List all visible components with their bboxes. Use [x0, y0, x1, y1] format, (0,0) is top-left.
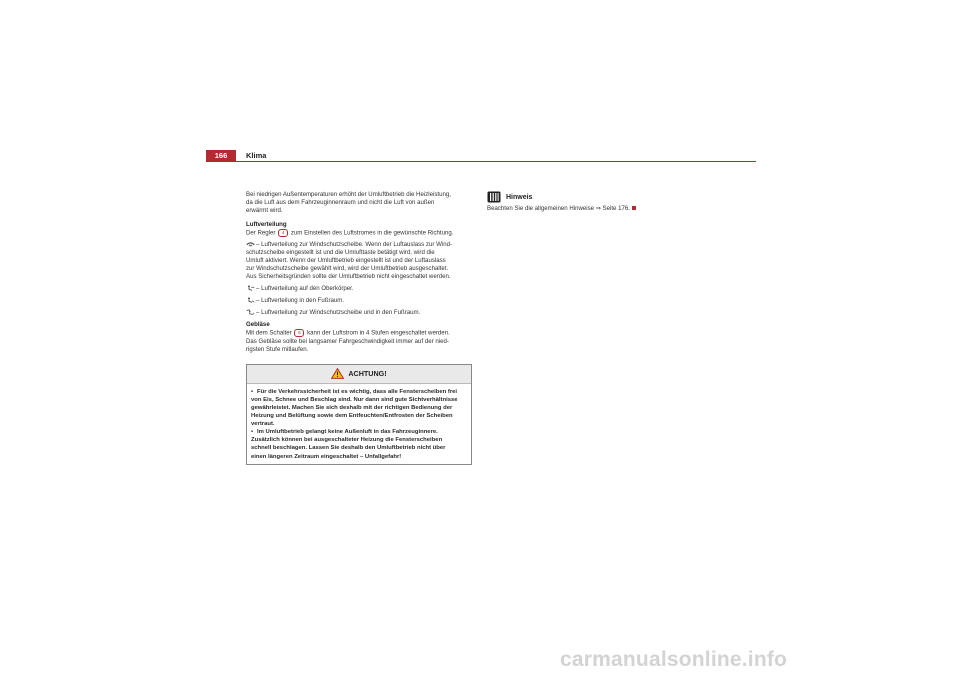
geblaese-line: Mit dem Schalter 5 kann der Luftstrom in 4 Stufen eingeschaltet werden.: [246, 329, 450, 337]
intro-line: erwärmt wird.: [246, 207, 283, 215]
warning-title: ACHTUNG!: [348, 369, 387, 379]
windshield-desc-line: schutzscheibe eingestellt ist und die Umlufttaste betätigt wird, wird die: [246, 249, 435, 257]
bullet-icon: •: [251, 388, 254, 395]
footwell-vent-icon: [246, 297, 255, 303]
intro-line: Bei niedrigen Außentemperaturen erhöht der Umluftbetrieb die Heizleistung,: [246, 191, 451, 198]
warning-bullet-2: • Im Umluftbetrieb gelangt keine Außenluft in das Fahrzeuginnere.: [251, 429, 438, 436]
windshield-desc-line: zur Windschutzscheibe gewählt wird, wird der Umluftbetrieb ausgeschaltet.: [246, 265, 449, 273]
chapter-title: Klima: [246, 151, 267, 160]
hint-header: [487, 191, 717, 203]
page-reference-link[interactable]: Beachten Sie die allgemeinen Hinweise ⇒ Seite 176.: [487, 205, 630, 212]
page-number: 166: [206, 150, 236, 162]
geblaese-line: Das Gebläse sollte bei langsamer Fahrgeschwindigkeit immer auf der nied-: [246, 337, 449, 345]
upper-body-desc: – Luftverteilung auf den Oberkörper.: [246, 285, 472, 293]
windshield-desc-line: Aus Sicherheitsgründen sollte der Umluftbetrieb nicht eingeschaltet werden.: [246, 273, 451, 281]
regler-line: Der Regler 4 zum Einstellen des Luftstromes in die gewünschte Richtung.: [246, 229, 454, 237]
warning-header: [247, 365, 471, 384]
windshield-desc-line: Umluft aktiviert. Wenn der Umluftbetrieb eingestellt ist und der Luftauslass: [246, 257, 446, 265]
warning-line: gewährleistet. Machen Sie sich deshalb mit der richtigen Bedienung der: [251, 405, 453, 411]
hint-title: Hinweis: [506, 193, 533, 201]
left-column: [246, 191, 472, 465]
bullet-icon: •: [251, 429, 254, 436]
footwell-desc: – Luftverteilung in den Fußraum.: [246, 297, 472, 305]
watermark: carmanualsonline.info: [560, 648, 788, 671]
hint-text: [487, 205, 717, 213]
upper-body-vent-icon: [246, 285, 255, 291]
header-rule: [206, 161, 756, 162]
right-column: [487, 191, 717, 213]
warning-triangle-icon: [331, 368, 344, 379]
warning-line: Zusätzlich können bei ausgeschalteter Heizung die Fensterscheiben: [251, 437, 443, 444]
windshield-foot-desc: – Luftverteilung zur Windschutzscheibe und in den Fußraum.: [246, 309, 472, 317]
windshield-foot-vent-icon: [246, 309, 255, 315]
warning-line: Heizung und Belüftung sowie dem Entfeuchten/Entfrosten der Scheiben: [251, 413, 453, 420]
end-of-section-icon: [632, 206, 636, 210]
control-marker-4: 4: [278, 229, 288, 237]
control-marker-5: 5: [294, 329, 304, 337]
geblaese-heading: Gebläse: [246, 320, 270, 328]
windshield-vent-icon: [246, 241, 255, 247]
intro-line: da die Luft aus dem Fahrzeuginnenraum und nicht die Luft von außen: [246, 199, 435, 207]
warning-line: schnell beschlagen. Lassen Sie deshalb den Umluftbetrieb nicht über: [251, 445, 446, 452]
warning-line: von Eis, Schnee und Beschlag sind. Nur dann sind gute Sichtverhältnisse: [251, 396, 458, 403]
warning-line: einen längeren Zeitraum eingeschaltet – Unfallgefahr!: [251, 453, 402, 460]
windshield-desc: – Luftverteilung zur Windschutzscheibe. Wenn der Luftauslass zur Wind-: [246, 241, 472, 249]
info-icon: [487, 191, 501, 203]
warning-body: [247, 384, 471, 464]
warning-line: vertraut.: [251, 421, 275, 428]
luftverteilung-heading: Luftverteilung: [246, 221, 287, 229]
warning-bullet-1: • Für die Verkehrssicherheit ist es wichtig, dass alle Fensterscheiben frei: [251, 388, 458, 395]
geblaese-line: rigsten Stufe mitlaufen.: [246, 345, 309, 353]
warning-box: [246, 364, 472, 465]
